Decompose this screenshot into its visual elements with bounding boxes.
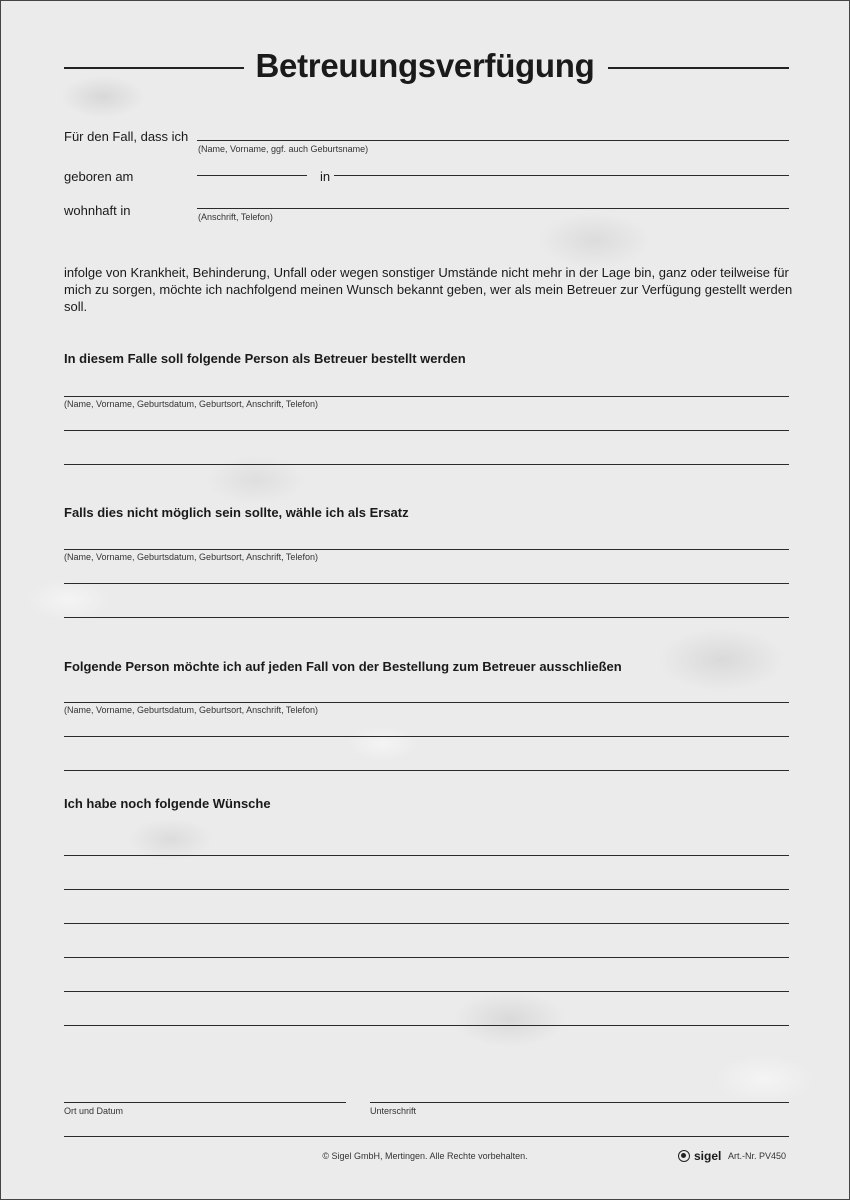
section-ausschluss-heading: Folgende Person möchte ich auf jeden Fall von der Bestellung zum Betreuer ausschließen [64, 659, 622, 674]
copyright-text: © Sigel GmbH, Mertingen. Alle Rechte vorbehalten. [322, 1151, 528, 1161]
unterschrift-label: Unterschrift [370, 1106, 417, 1116]
ort-datum-label: Ort und Datum [64, 1106, 124, 1116]
wuensche-line-4[interactable] [64, 957, 789, 958]
wuensche-line-1[interactable] [64, 855, 789, 856]
address-field-line[interactable] [197, 208, 789, 209]
wuensche-line-6[interactable] [64, 1025, 789, 1026]
title-rule-right [608, 67, 789, 69]
ort-datum-line[interactable] [64, 1102, 346, 1103]
intro-paragraph: infolge von Krankheit, Behinderung, Unfall oder wegen sonstiger Umstände nicht mehr in der Lage bin, ganz oder teilweise für mich zu sorgen, möchte ich nachfolgend meinen Wunsch bekannt geben, wer als mein Betreuer zur Verfügung gestellt werden soll. [64, 265, 793, 314]
unterschrift-line[interactable] [370, 1102, 789, 1103]
birthdate-field-line[interactable] [197, 175, 307, 176]
name-field-hint: (Name, Vorname, ggf. auch Geburtsname) [198, 144, 369, 154]
address-field-hint: (Anschrift, Telefon) [198, 212, 273, 222]
section-betreuer-heading: In diesem Falle soll folgende Person als Betreuer bestellt werden [64, 351, 466, 366]
fall-label: Für den Fall, dass ich [64, 129, 189, 144]
page-title: Betreuungsverfügung [255, 47, 595, 84]
wuensche-line-2[interactable] [64, 889, 789, 890]
ersatz-line-2[interactable] [64, 583, 789, 584]
ersatz-line-3[interactable] [64, 617, 789, 618]
section-ersatz-heading: Falls dies nicht möglich sein sollte, wähle ich als Ersatz [64, 505, 409, 520]
name-field-line[interactable] [197, 140, 789, 141]
ausschluss-line-2[interactable] [64, 736, 789, 737]
footer-rule [64, 1136, 789, 1137]
geboren-label: geboren am [64, 169, 134, 184]
ersatz-line-1[interactable] [64, 549, 789, 550]
wuensche-line-5[interactable] [64, 991, 789, 992]
wohnhaft-label: wohnhaft in [64, 203, 131, 218]
ausschluss-line-3[interactable] [64, 770, 789, 771]
wuensche-line-3[interactable] [64, 923, 789, 924]
ersatz-hint: (Name, Vorname, Geburtsdatum, Geburtsort, Anschrift, Telefon) [64, 552, 318, 562]
brand-name: sigel [694, 1149, 722, 1163]
ausschluss-line-1[interactable] [64, 702, 789, 703]
brand-logo [678, 1149, 721, 1163]
betreuer-hint: (Name, Vorname, Geburtsdatum, Geburtsort, Anschrift, Telefon) [64, 399, 318, 409]
betreuer-line-1[interactable] [64, 396, 789, 397]
birthplace-field-line[interactable] [334, 175, 789, 176]
section-wuensche-heading: Ich habe noch folgende Wünsche [64, 796, 271, 811]
betreuer-line-2[interactable] [64, 430, 789, 431]
in-label: in [320, 169, 331, 184]
article-number: Art.-Nr. PV450 [728, 1151, 787, 1161]
ausschluss-hint: (Name, Vorname, Geburtsdatum, Geburtsort, Anschrift, Telefon) [64, 705, 318, 715]
sigel-logo-icon [678, 1150, 690, 1162]
betreuer-line-3[interactable] [64, 464, 789, 465]
